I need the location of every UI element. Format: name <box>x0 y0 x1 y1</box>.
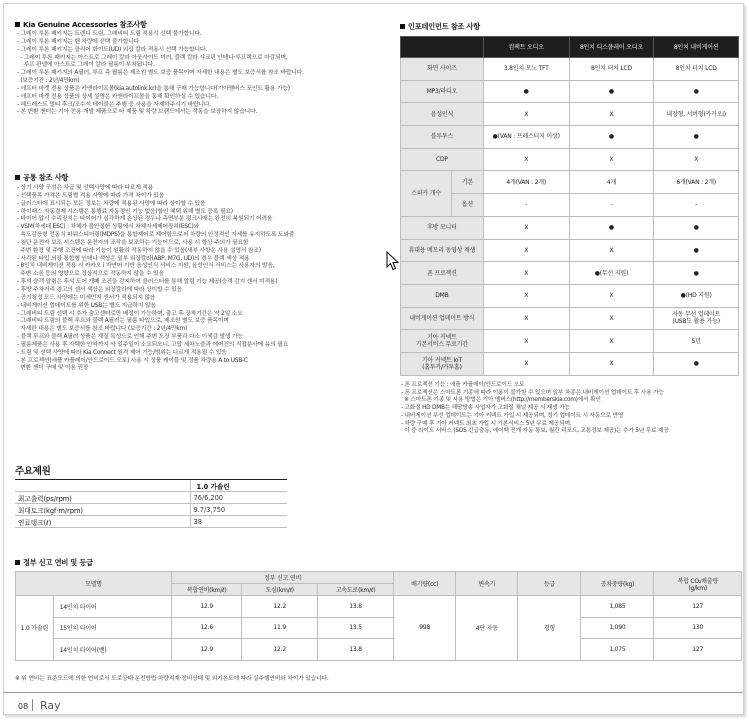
infotainment-cell: X <box>483 103 569 126</box>
common-note: - 8인치 내비게이션 적용 시 카카오 i 자연어 기반 음성인식 서비스 지원, 음성인식 서비스는 사용자의 발음, <box>17 263 275 270</box>
infotainment-row <box>401 284 739 307</box>
infotainment-row <box>401 239 739 262</box>
specs-header-row <box>15 480 287 492</box>
footer-divider <box>32 699 33 711</box>
footer-model-name: Ray <box>40 699 61 712</box>
fuel-model-cell: 1.0 가솔린 <box>16 596 54 661</box>
infotainment-cell: ● <box>483 80 569 103</box>
accessory-note: - 그레이 투톤 패키지는 클리어 화이트(UD) 외장 칼라 적용시 선택 가능합니다. <box>17 46 207 53</box>
fuel-header-city: 도심(km/ℓ) <box>242 584 318 596</box>
infotainment-heading <box>400 22 480 32</box>
infotainment-cell: ●(VAN : 프레스티지 이상) <box>483 126 569 149</box>
infotainment-title: 인포테인먼트 참조 사항 <box>408 22 481 31</box>
accessories-heading <box>15 20 147 30</box>
infotainment-cell: - <box>569 194 654 217</box>
infotainment-row <box>401 330 739 353</box>
fuel-co2-cell: 127 <box>654 596 742 618</box>
infotainment-cell: 5년 <box>654 330 739 353</box>
infotainment-cell: 4개(VAN : 2개) <box>483 171 569 194</box>
fuel-city-cell: 11.9 <box>242 617 318 639</box>
infotainment-cell: 자동 무선 업데이트 (USB도 활용 가능) <box>654 307 739 330</box>
infotainment-row <box>401 58 739 81</box>
infotainment-cell: X <box>569 239 654 262</box>
fuel-combined-cell: 12.9 <box>171 596 241 618</box>
common-note: - 후방 주차거리 경고의 센서 색상은 외장칼라에 따라 상이할 수 있음 <box>17 286 182 293</box>
infotainment-cell: X <box>569 103 654 126</box>
specs-row <box>15 516 287 528</box>
common-note: - 사각된 타입 의장 통합형 인테나 색상은 일부 외장칼라(ABP, M7G, UD)의 경우 블랙 색상 적용 <box>17 255 250 262</box>
infotainment-cell: ●(HD 지원) <box>654 284 739 307</box>
infotainment-cell: ● <box>654 239 739 262</box>
infotainment-note: ※ 스마트폰 기종 및 사용 방법은 기아 멤버스(http://memberskia.com)에서 확인 <box>401 397 601 404</box>
common-note: - 상기 사양 구성은 차급 및 선택사양에 따라 다르게 적용 <box>17 185 154 191</box>
infotainment-cell: ● <box>654 262 739 285</box>
page-footer <box>4 692 743 715</box>
accessory-note: - 그레이 투톤 패키지는 아스트로 그레이 칼라 아웃사이드 미러, 블랙 칼라 샤크핀 안테나·루프랙으로 마감되며, <box>17 54 288 61</box>
common-note: 주변 환경 및 주행 조건에 따라 기능이 원활히 작동하지 않을 수 있음(세부 사항은 사용 설명서 참조) <box>17 247 261 254</box>
infotainment-row-sublabel: 옵션 <box>451 194 483 217</box>
specs-label: 최고출력(ps/rpm) <box>15 492 190 504</box>
infotainment-note: - 차량 구매 후 기아 커넥트 최초 가입 시 기본서비스 5년 무료 제공되며, <box>401 420 572 427</box>
infotainment-row-label: 내비게이션 업데이트 방식 <box>401 307 484 330</box>
common-note: - 본 프로젝션(애플 카플레이/안드로이드 오토) 사용 시 정품 케이블 및 정품 차량용 A to USB-C <box>17 357 248 364</box>
infotainment-notes <box>401 382 669 436</box>
fuel-co2-cell: 127 <box>654 639 742 661</box>
specs-label: 최대토크(kgf·m/rpm) <box>15 504 190 516</box>
infotainment-row <box>401 352 739 375</box>
accessories-title: Kia Genuine Accessories 참조사항 <box>23 20 147 29</box>
fuel-transmission-cell: 4단 자동 <box>456 596 518 661</box>
infotainment-row-label: DMB <box>401 284 484 307</box>
infotainment-cell: X <box>483 330 569 353</box>
infotainment-cell: 8인치 터치 LCD <box>654 58 739 81</box>
specs-value: 38 <box>190 516 287 528</box>
infotainment-cell: 6개(VAN : 2개) <box>654 171 739 194</box>
infotainment-row-label: 음성인식 <box>401 103 484 126</box>
common-note: - 하이패스 자동결제 시스템은 통행료 자동정인 기능 없음(할인 혜택 위해 별도 등록 필요) <box>17 208 233 215</box>
square-bullet-icon <box>15 22 20 27</box>
common-note: 주변 소음 등의 영향으로 정상적으로 작동하지 않을 수 있음 <box>17 271 164 278</box>
fuel-combined-cell: 12.9 <box>171 639 241 661</box>
infotainment-row <box>401 194 739 217</box>
specs-row <box>15 504 287 516</box>
infotainment-row-label: 화면 사이즈 <box>401 58 484 81</box>
infotainment-cell: X <box>569 330 654 353</box>
infotainment-cell: ● <box>654 352 739 375</box>
accessory-note: - 애프터 마켓 전용 상품은 카앤라이프몰(kia.autolink.kr)을 통해 구매 가능합니다(기아멤버스 포인트 활용 가능) <box>17 85 290 92</box>
accessory-note: - 애프터 마켓 전용 상품의 상세 설명은 카앤라이프몰을 통해 확인하실 수 있습니다. <box>17 93 218 100</box>
specs-row <box>15 492 287 504</box>
infotainment-row <box>401 262 739 285</box>
infotainment-cell: X <box>483 352 569 375</box>
infotainment-row <box>401 80 739 103</box>
infotainment-header-row <box>401 37 739 58</box>
infotainment-cell: X <box>654 148 739 171</box>
fuel-row <box>16 596 742 618</box>
common-note: 속도감응형 전동식 파워스티어링(MDPS)을 통합제어로 제어함으로써 차량의 안정적인 자세를 유지하도록 도와줌 <box>17 232 295 239</box>
fuel-header-row <box>16 572 742 584</box>
infotainment-cell: ● <box>654 126 739 149</box>
common-note: - VSM(차세대 ESC) : 차체가 불안정한 상황에서 차체자세제어장치(ESC)와 <box>17 224 200 231</box>
specs-value: 9.7/3,750 <box>190 504 287 516</box>
common-note: - 그래비티 트림 선택 시 추가 출고센터로만 배정이 가능하며, 출고 후 장착기간은 약 2일 소요 <box>17 310 243 317</box>
infotainment-cell: X <box>483 284 569 307</box>
infotainment-cell: 4개 <box>569 171 654 194</box>
common-note: - 선택품목 가격은 트림별 적용 사양에 따라 가격 차이가 있음 <box>17 192 165 199</box>
infotainment-note: 이 중 라이트 서비스 (SOS 긴급출동, 에어백 전개 자동 통보, 월간 리포트, 교통정보 제공)는 추가 5년 무료 제공 <box>401 428 669 435</box>
fuel-tire-cell: 14인치 타이어(밴) <box>53 639 171 661</box>
infotainment-cell: 내장형, 서버형(카카오i) <box>654 103 739 126</box>
common-note: - 글러스터에 표시되는 모든 정보는 차량에 적용된 사양에 따라 상이할 수 있음 <box>17 200 206 207</box>
specs-table <box>15 479 287 528</box>
infotainment-column-header: 8인치 내비게이션 <box>654 37 739 58</box>
common-note: 변환 젠더 구매 및 이용 권장 <box>17 365 89 372</box>
fuel-highway-cell: 13.5 <box>317 617 393 639</box>
infotainment-row <box>401 216 739 239</box>
infotainment-cell: ● <box>654 80 739 103</box>
infotainment-cell: X <box>483 216 569 239</box>
infotainment-row <box>401 148 739 171</box>
common-heading <box>15 173 68 183</box>
infotainment-cell: 8인치 터치 LCD <box>569 58 654 81</box>
fuel-grade-cell: 경형 <box>518 596 581 661</box>
fuel-footnote: ※ 위 연비는 표준모드에 의한 연비로서 도로상태·운전방법·차량적재·정비상태 및 외기온도에 따라 실주행연비와 차이가 있습니다. <box>15 676 329 682</box>
infotainment-cell: X <box>483 239 569 262</box>
fuel-title: 정부 신고 연비 및 등급 <box>23 558 93 567</box>
fuel-city-cell: 12.2 <box>242 639 318 661</box>
fuel-tire-cell: 14인치 타이어 <box>53 596 171 618</box>
accessory-note: - 본 변환 젠더는 기아 전용 개발 제품으로 타 제품 및 차량 브랜드에서는 작동을 보장하지 않습니다. <box>17 109 258 116</box>
square-bullet-icon <box>400 24 405 29</box>
infotainment-column-header: 컴팩트 오디오 <box>483 37 569 58</box>
infotainment-row-label: MP3/라디오 <box>401 80 484 103</box>
common-note: - 내비게이션 업데이트를 위한 USB는 별도 지급하지 않음 <box>17 302 156 309</box>
common-note: 자세한 내용은 별도 보증서를 참조 바랍니다 (보증기간 : 2년/4만km) <box>17 326 188 333</box>
common-note: - 그래비티 트림의 블랙 루프와 블랙 A필러는 필름 타입으로, 제조원 별도 보증 품목이며 <box>17 318 229 325</box>
specs-engine-header: 1.0 가솔린 <box>190 480 287 492</box>
infotainment-row-label: CDP <box>401 148 484 171</box>
infotainment-row <box>401 307 739 330</box>
fuel-city-cell: 12.2 <box>242 596 318 618</box>
fuel-header-combined: 복합연비(km/ℓ) <box>171 584 241 596</box>
common-note: - 공기청정 모드 사양에는 미세먼지 센서가 적용되지 않음 <box>17 294 156 301</box>
square-bullet-icon <box>15 175 20 180</box>
fuel-header-grade: 등급 <box>518 572 581 596</box>
fuel-tire-cell: 15인치 타이어 <box>53 617 171 639</box>
infotainment-cell: ● <box>654 216 739 239</box>
fuel-header-highway: 고속도로(km/ℓ) <box>317 584 393 596</box>
infotainment-corner <box>401 37 484 58</box>
infotainment-cell: ● <box>569 216 654 239</box>
common-note: - 타이어 압시 수리장치는 타이어가 심각하게 손상된 경우나 측면부분 펑크시에는 완전히 복원되기 어려움 <box>17 216 273 223</box>
fuel-header-displacement: 배기량(cc) <box>394 572 456 596</box>
infotainment-cell: ● <box>569 80 654 103</box>
infotainment-cell: X <box>483 307 569 330</box>
specs-label: 연료탱크(ℓ) <box>15 516 190 528</box>
common-title: 공통 참조 사항 <box>23 173 69 182</box>
infotainment-row-label: 기아 커넥트 기본서비스 무료기간 <box>401 330 484 353</box>
fuel-row <box>16 617 742 639</box>
common-note: - 트림 및 선택 사양에 따라 Kia Connect 원격 제어 기능/범위는 다르게 적용될 수 있음 <box>17 349 227 356</box>
fuel-combined-cell: 12.6 <box>171 617 241 639</box>
accessory-note: - 그레이 투톤 패키지의 A필러, 루프 측 필름은 제조원 별도 보증 품목이며 자세한 내용은 별도 보증서를 참조 바랍니다. <box>17 70 304 77</box>
accessory-note: 루프 판넬에 아스트로 그레이 칼라 필름이 부착됩니다. <box>17 62 155 69</box>
fuel-header-weight: 공차중량(kg) <box>581 572 654 596</box>
infotainment-cell: ●(무선 지원) <box>569 262 654 285</box>
fuel-displacement-cell: 998 <box>394 596 456 661</box>
infotainment-row <box>401 126 739 149</box>
fuel-row <box>16 639 742 661</box>
fuel-weight-cell: 1,075 <box>581 639 654 661</box>
common-note: - 블랙 루프와 블랙 A필러 상품은 재질 특성으로 인해 주변 도장 부품과 다소 이색감 발생 가능 <box>17 334 243 341</box>
common-note: - 필름제품은 사용 후 자택한 안착까지 약 일주일이 소요되오니, 고압 세차노즐과 에어건의 직접분사에 유의 필요 <box>17 341 289 348</box>
infotainment-row <box>401 171 739 194</box>
specs-corner <box>15 480 190 492</box>
common-notes <box>17 185 294 373</box>
infotainment-note: - 고화질 HD DMB는 해당방송 사업자가 고화질 채널 제공 시 재생 가능 <box>401 405 570 412</box>
fuel-header-model: 모델명 <box>16 572 172 596</box>
infotainment-row-label: 기아 커넥트 IoT (홈투카/카투홈) <box>401 352 484 375</box>
brochure-page <box>3 3 744 715</box>
infotainment-note: - 내비게이션 무선 업데이트는 기아 커넥트 가입 시 제공되며, 정기 업데이트 시 자동으로 반영 <box>401 412 624 419</box>
infotainment-row-label: 휴대용 메모리 동영상 재생 <box>401 239 484 262</box>
accessory-note: - 그레이 투톤 패키지는 트렌디 트림, 그래비티 트림 적용시 선택 불가합니다. <box>17 31 202 37</box>
page-number: 08 <box>18 702 29 711</box>
fuel-header-transmission: 변속기 <box>456 572 518 596</box>
fuel-highway-cell: 13.8 <box>317 639 393 661</box>
infotainment-cell: - <box>654 194 739 217</box>
accessory-note: (보증기간 : 2년/4만km) <box>17 78 80 85</box>
fuel-co2-cell: 130 <box>654 617 742 639</box>
infotainment-row-label: 후방 모니터 <box>401 216 484 239</box>
infotainment-cell: 3.8인치 모노 TFT <box>483 58 569 81</box>
accessories-notes <box>17 31 304 117</box>
infotainment-row <box>401 103 739 126</box>
fuel-weight-cell: 1,090 <box>581 617 654 639</box>
infotainment-row-label: 스피커 개수 <box>401 171 452 216</box>
infotainment-cell: ● <box>569 126 654 149</box>
infotainment-row-label: 폰 프로젝션 <box>401 262 484 285</box>
infotainment-cell: X <box>483 148 569 171</box>
common-note: - 후석 승객 알림은 후석 도어 개폐 조건을 감지하여 클러스터를 통해 알림 기능 제공(승객 감지 센서 미적용) <box>17 279 278 286</box>
specs-title: 주요제원 <box>15 466 51 477</box>
infotainment-cell: X <box>569 352 654 375</box>
fuel-weight-cell: 1,085 <box>581 596 654 618</box>
specs-value: 76/6,200 <box>190 492 287 504</box>
fuel-header-economy: 정부 신고 연비 <box>171 572 393 584</box>
infotainment-cell: X <box>569 284 654 307</box>
accessory-note: - 그레이 투톤 패키지는 밴 차량에 선택 불가합니다. <box>17 38 141 45</box>
accessory-note: - 헤드레스트 멀티 후크/조수석 테이블은 주행 중 사용을 자제하주시기 바랍니다. <box>17 101 211 108</box>
fuel-highway-cell: 13.8 <box>317 596 393 618</box>
infotainment-note: - 폰 프로젝션 기능 : 애플 카플레이/안드로이드 오토 <box>401 382 525 388</box>
infotainment-cell: X <box>483 262 569 285</box>
square-bullet-icon <box>15 560 20 565</box>
infotainment-cell: X <box>569 307 654 330</box>
infotainment-table <box>400 36 739 376</box>
infotainment-note: - 폰 프로젝션은 스마트폰 기종에 따라 이용이 불가할 수 있으며 일부 차종은 내비게이션 업데이트 후 사용 가능 <box>401 389 664 396</box>
infotainment-cell: X <box>569 148 654 171</box>
infotainment-row-label: 블루투스 <box>401 126 484 149</box>
mouse-pointer-icon <box>386 251 400 271</box>
infotainment-row-sublabel: 기본 <box>451 171 483 194</box>
fuel-heading <box>15 558 93 568</box>
fuel-header-co2: 복합 CO₂배출량 (g/km) <box>654 572 742 596</box>
infotainment-cell: - <box>483 194 569 217</box>
fuel-economy-table <box>15 571 742 661</box>
infotainment-column-header: 8인치 디스플레이 오디오 <box>569 37 654 58</box>
common-note: - 첨단 운전자 보조 시스템은 운전자의 조작을 보조하는 기능이므로, 사용 시 항상 주의가 필요함 <box>17 239 249 246</box>
